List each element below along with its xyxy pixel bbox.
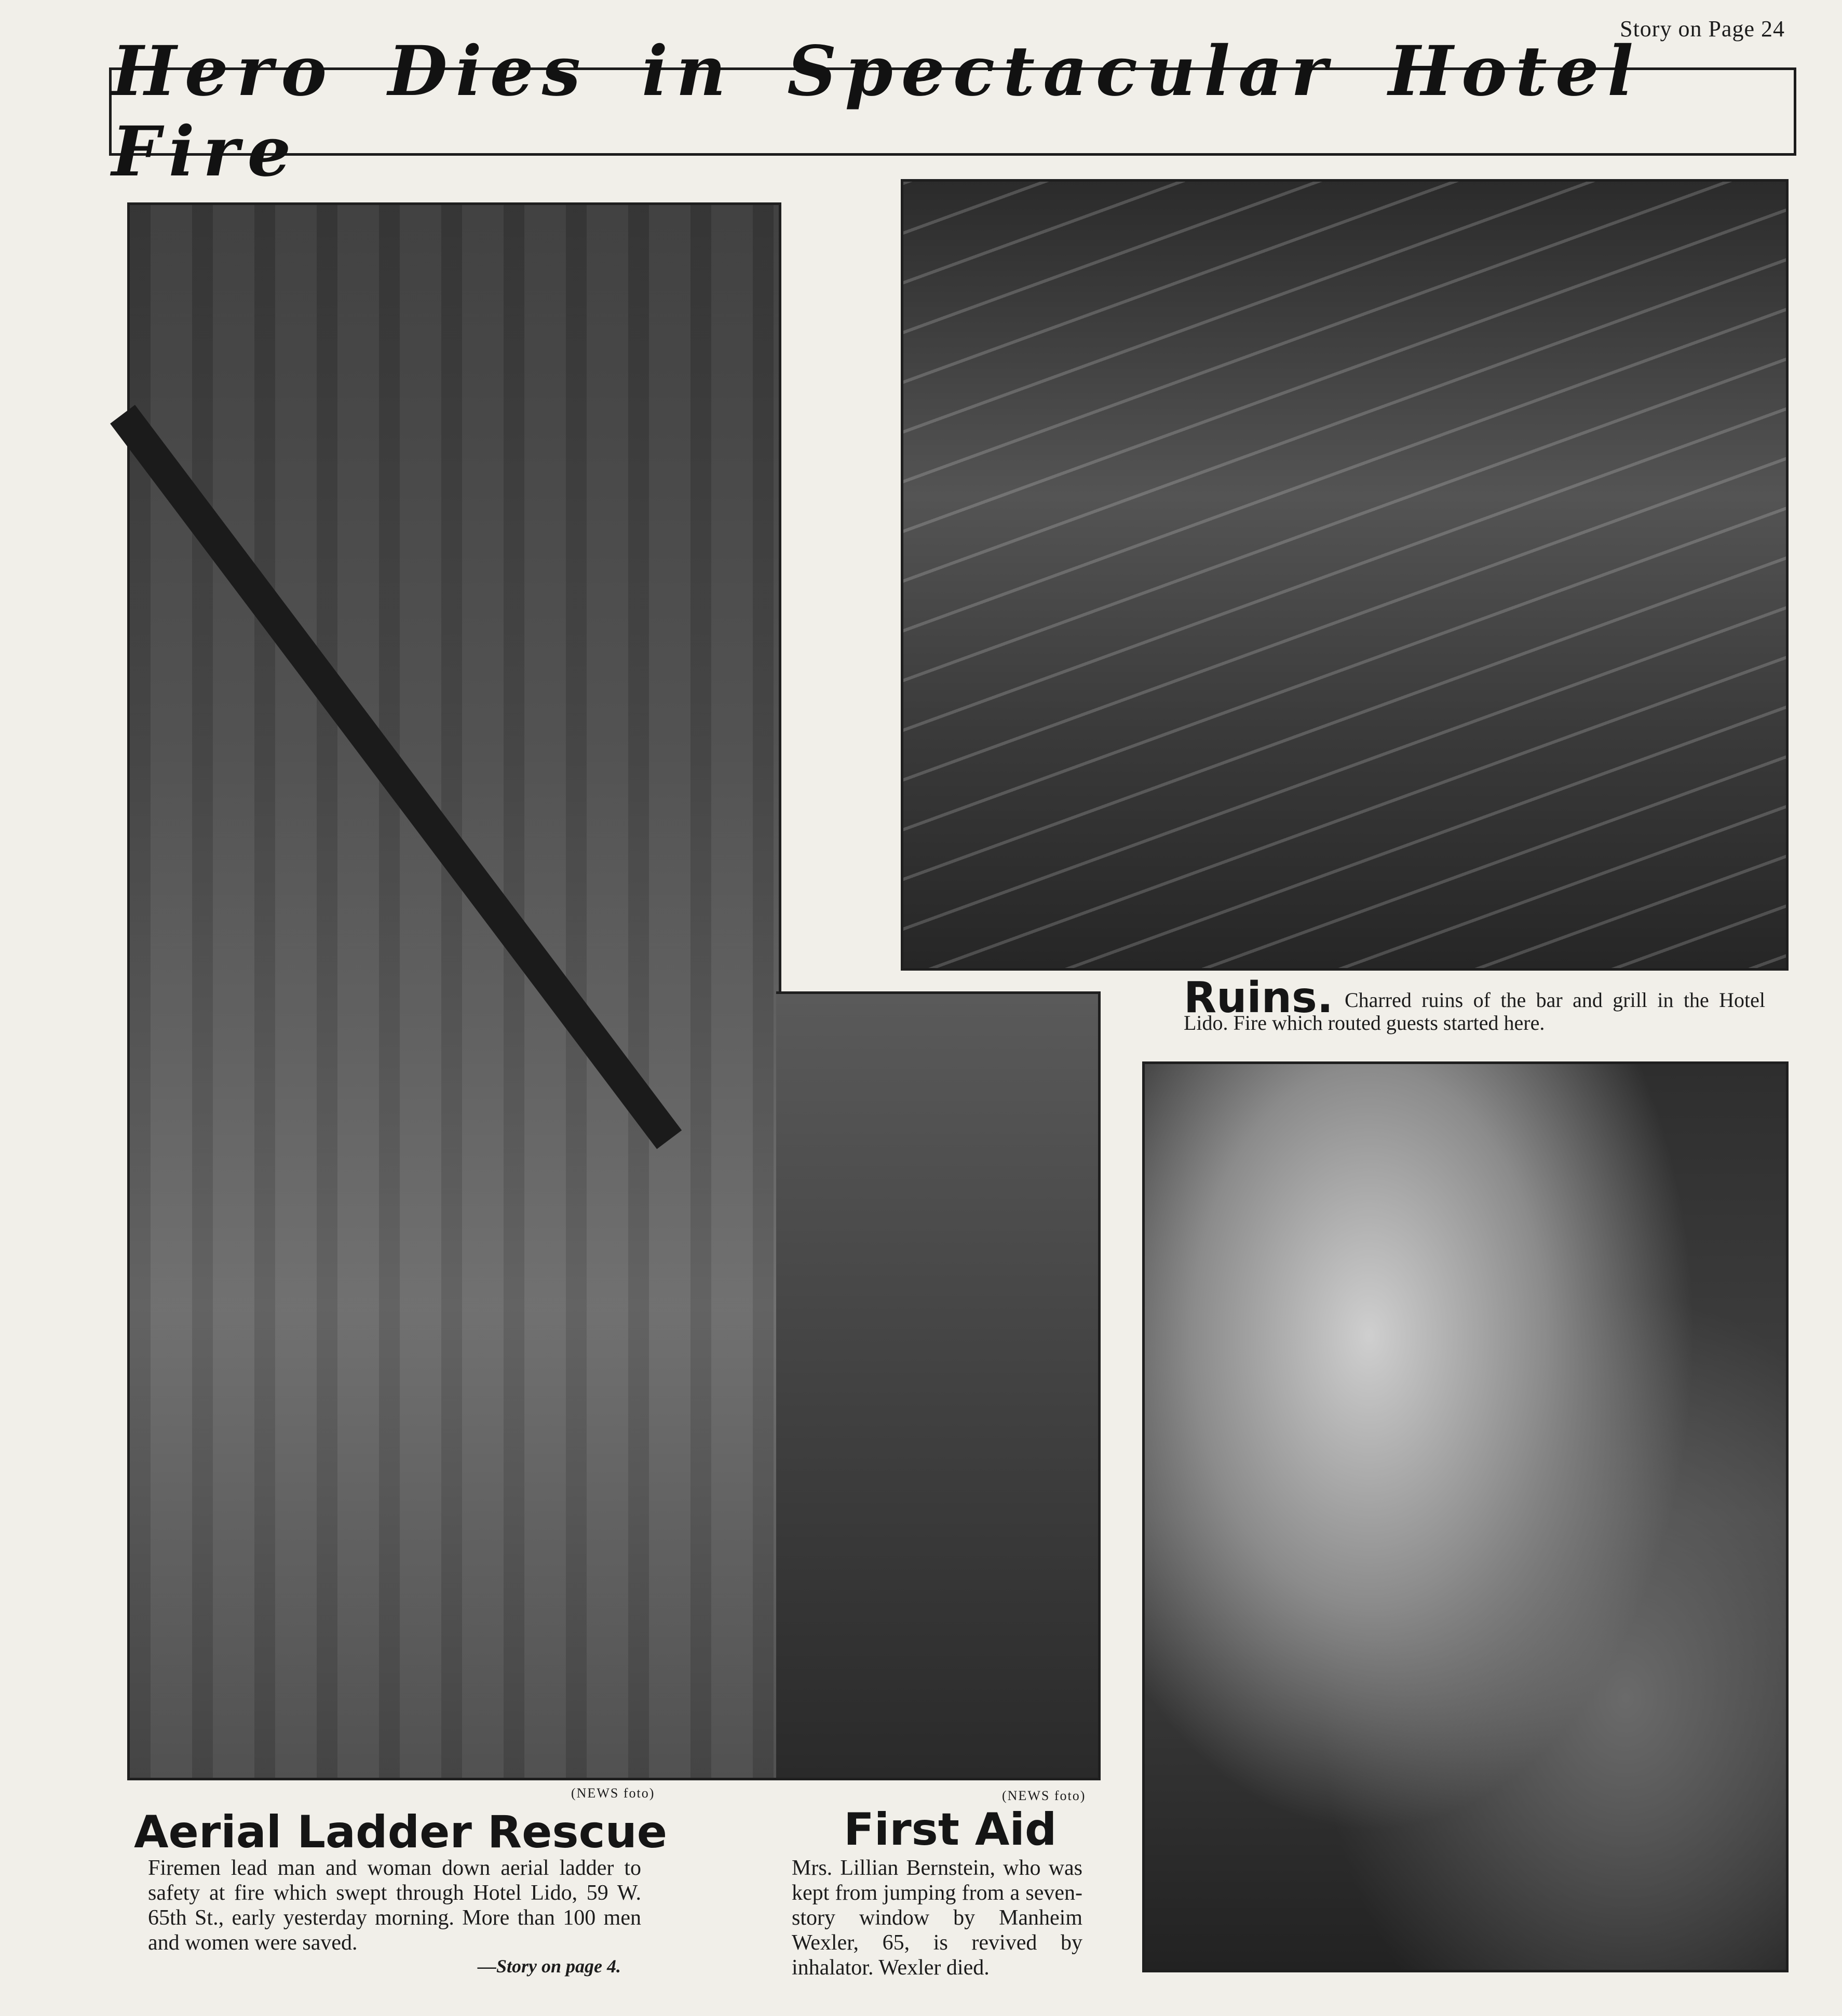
ladder-caption-title: Aerial Ladder Rescue	[134, 1806, 668, 1858]
ruins-caption-title: Ruins.	[1184, 973, 1333, 1023]
first-aid-photo	[1142, 1061, 1789, 1972]
ladder-story-ref: —Story on page 4.	[478, 1956, 621, 1977]
aerial-ladder-photo	[127, 202, 781, 1780]
ladder-caption-body: Firemen lead man and woman down aerial ladder to safety at fire which swept through Hotel Lido, 59 W. 65th St., early yesterday morning. More than 100 men and women were saved.	[148, 1856, 641, 1955]
headline-box	[109, 31, 1796, 192]
first-aid-caption-body: Mrs. Lillian Bernstein, who was kept from jumping from a seven-story window by Manheim Wexler, 65, is revived by inhalator. Wexler died.	[792, 1856, 1082, 1980]
story-reference: Story on Page 24	[1620, 16, 1785, 42]
ladder-photo-credit: (NEWS foto)	[571, 1786, 655, 1801]
firstaid-photo-credit: (NEWS foto)	[1002, 1788, 1086, 1803]
ruins-photo	[901, 179, 1789, 971]
first-aid-caption-title: First Aid	[844, 1804, 1057, 1856]
aerial-ladder-photo-extension	[776, 991, 1101, 1780]
headline: Hero Dies in Spectacular Hotel Fire	[112, 31, 1642, 192]
ruins-caption-body: Charred ruins of the bar and grill in the Hotel Lido. Fire which routed guests started here.	[1184, 988, 1765, 1034]
